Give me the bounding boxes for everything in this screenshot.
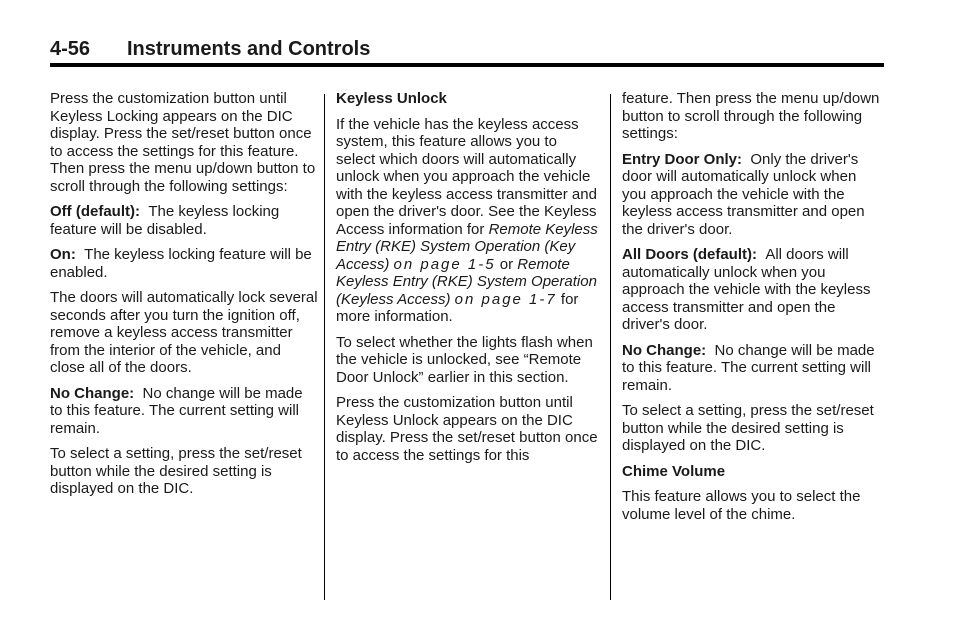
paragraph: Press the customization button until Keyless Unlock appears on the DIC display. Press the set/reset button once to access the settings for this [336,394,598,464]
column-2 [336,90,598,472]
setting-text: Only the driver's door will automatically unlock when you approach the vehicle with the keyless access transmitter and open the driver's door. [622,150,865,238]
text: for more information. [336,290,579,325]
page-number: 4-56 [50,38,91,60]
column-3 [622,90,884,531]
paragraph: This feature allows you to select the volume level of the chime. [622,488,861,523]
setting-label: No Change: [50,384,135,402]
column-1 [50,90,318,506]
setting-label: All Doors (default): [622,246,757,263]
setting-label: No Change: [622,341,707,359]
page-reference[interactable]: on page 1-7 [454,290,557,308]
setting-text: No change will be made to this feature. The current setting will remain. [622,341,875,394]
paragraph: Press the customization button until Keyless Locking appears on the DIC display. Press the set/reset button once to access the settings for this feature. Then press the menu up/down button to scroll through the following settings: [50,90,316,195]
page-reference[interactable]: on page 1-5 [393,255,496,273]
paragraph: To select a setting, press the set/reset button while the desired setting is displayed on the DIC. [622,402,874,454]
paragraph: The doors will automatically lock several seconds after you turn the ignition off, remove a keyless access transmitter from the interior of the vehicle, and close all of the doors. [50,289,318,376]
column-divider [324,94,325,600]
paragraph [336,116,598,326]
paragraph: feature. Then press the menu up/down button to scroll through the following settings: [622,90,880,142]
setting-off [50,203,318,238]
text: or [495,255,518,273]
cross-reference-link[interactable]: Remote Keyless Entry (RKE) System Operation (Key Access) [336,220,598,273]
setting-label: Off (default): [50,203,140,220]
setting-text: The keyless locking feature will be enabled. [50,246,312,281]
column-divider [610,94,611,600]
setting-no-change [50,385,318,438]
setting-label: Entry Door Only: [622,150,743,168]
header-rule [50,63,884,67]
text: If the vehicle has the keyless access system, this feature allows you to select which doors will automatically unlock when you approach the vehicle with the keyless access transmitter and open the driver's door. See the Keyless Access information for [336,115,597,238]
setting-no-change [622,342,884,395]
subheading-chime-volume: Chime Volume [622,462,726,480]
setting-label: On: [50,246,76,263]
paragraph: To select a setting, press the set/reset button while the desired setting is displayed on the DIC. [50,445,302,497]
setting-text: All doors will automatically unlock when you approach the vehicle with the keyless access transmitter and open the driver's door. [622,246,871,333]
subheading-keyless-unlock: Keyless Unlock [336,90,447,107]
setting-on [50,246,318,281]
cross-reference-link[interactable]: Remote Keyless Entry (RKE) System Operation (Keyless Access) [336,255,597,308]
setting-text: The keyless locking feature will be disabled. [50,203,280,238]
section-title: Instruments and Controls [127,38,371,60]
setting-entry-door [622,151,884,239]
setting-all-doors [622,246,884,334]
setting-text: No change will be made to this feature. The current setting will remain. [50,384,303,437]
paragraph: To select whether the lights flash when the vehicle is unlocked, see “Remote Door Unlock” earlier in this section. [336,333,593,386]
page-header [50,38,884,66]
